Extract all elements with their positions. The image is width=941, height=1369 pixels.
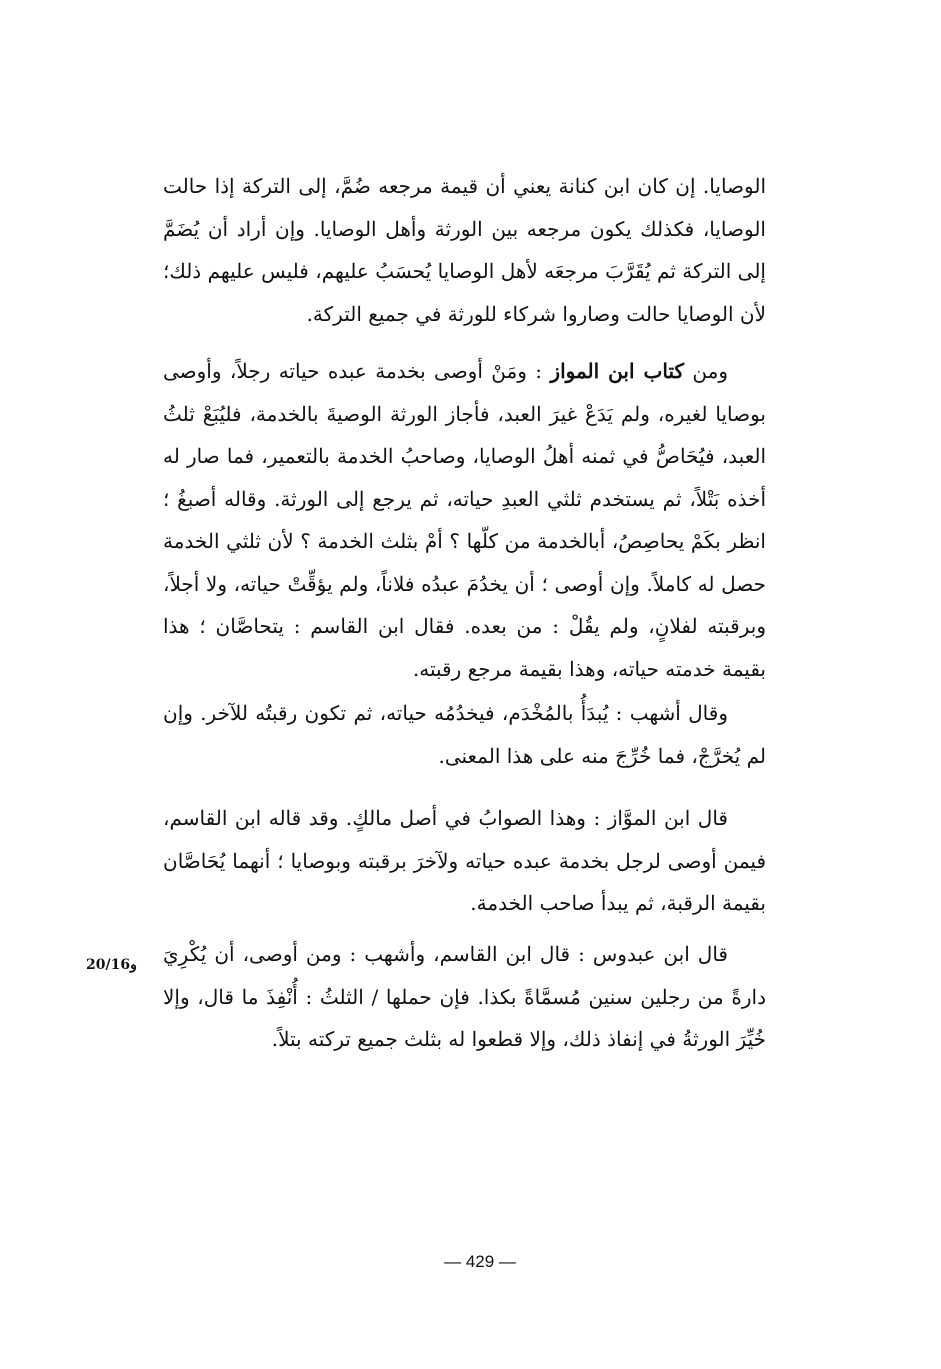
paragraph-5-text: قال ابن عبدوس : قال ابن القاسم، وأشهب : ومن أوصى، أن يُكْرِيَ دارةً من رجلين سنين مُسمَّاةً بكذا. فإن حملها / الثلثُ : أُنْفِذَ ما قال، وإلا خُيِّرَ الورثةُ في إنفاذ ذلك، وإلا قطعوا له بثلث جميع تركته بتلاً. — [163, 942, 766, 1051]
paragraph-1 — [163, 165, 766, 335]
paragraph-2 — [163, 350, 766, 690]
paragraph-1-text: الوصايا. إن كان ابن كنانة يعني أن قيمة مرجعه ضُمَّ، إلى التركة إذا حالت الوصايا، فكذلك يكون مرجعه بين الورثة وأهل الوصايا. وإن أراد أن يُضَمَّ إلى التركة ثم يُقَرَّبَ مرجعَه لأهل الوصايا يُحسَبُ عليهم، فليس عليهم ذلك؛ لأن الوصايا حالت وصاروا شركاء للورثة في جميع التركة. — [163, 174, 766, 326]
paragraph-4 — [163, 797, 766, 925]
paragraph-4-text: قال ابن الموَّاز : وهذا الصوابُ في أصل مالكٍ. وقد قاله ابن القاسم، فيمن أوصى لرجل بخدمة عبده حياته ولآخرَ برقبته وبوصايا ؛ أنهما يُحَاصَّان بقيمة الرقبة، ثم يبدأ صاحب الخدمة. — [163, 806, 766, 915]
paragraph-3 — [163, 692, 766, 777]
paragraph-2-lead: ومن — [692, 359, 729, 383]
source-title: كتاب ابن المواز — [550, 359, 685, 383]
page-number: — 429 — — [444, 1252, 516, 1271]
paragraph-5 — [163, 933, 766, 1061]
paragraph-3-text: وقال أشهب : يُبدَأُ بالمُخْدَم، فيخدُمُه حياته، ثم تكون رقبتُه للآخر. وإن لم يُخرَّجْ، فما خُرِّجَ منه على هذا المعنى. — [163, 701, 766, 768]
paragraph-2-text: : ومَنْ أوصى بخدمة عبده حياته رجلاً، وأوصى بوصايا لغيره، ولم يَدَعْ غيرَ العبد، فأجاز الورثة الوصيةَ بالخدمة، فليُبَعْ ثلثُ العبد، فيُحَاصُّ في ثمنه أهلُ الوصايا، وصاحبُ الخدمة بالتعمير، فما صار له أخذه بَتْلاً، ثم يستخدم ثلثي العبدِ حياته، ثم يرجع إلى الورثة. وقاله أصبغُ ؛ انظر بكَمْ يحاصِصُ، أبالخدمة من كلّها ؟ أمْ بثلث الخدمة ؟ لأن ثلثي الخدمة حصل له كاملاً. وإن أوصى ؛ أن يخدُمَ عبدُه فلاناً، ولم يؤقِّتْ حياته، ولا أجلاً، وبرقبته لفلانٍ، ولم يقُلْ : من بعده. فقال ابن القاسم : يتحاصَّان ؛ هذا بقيمة خدمته حياته، وهذا بقيمة مرجع رقبته. — [163, 359, 766, 681]
manuscript-folio-note: 20/16و — [86, 957, 137, 973]
